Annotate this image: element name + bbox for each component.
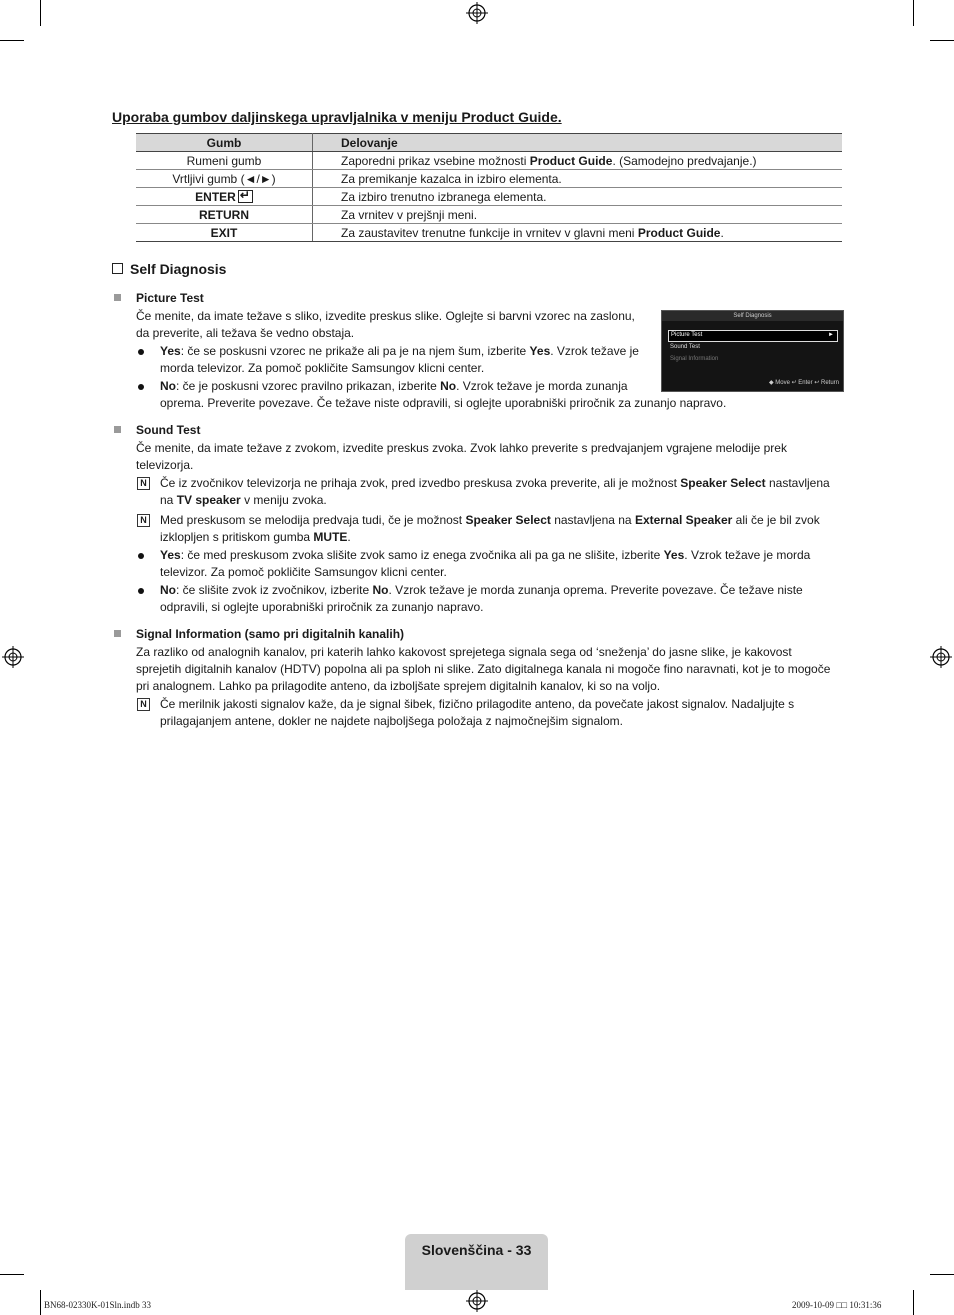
signal-info-note: Če merilnik jakosti signalov kaže, da je signal šibek, fizično prilagodite anteno, da povečate jakost signalov. Nadaljujte s prilagajanjem antene, dokler ne najdete najboljšega položaja z najmočnejšim signalom.	[160, 697, 795, 728]
arrow-right-icon: ►	[828, 332, 834, 338]
registration-mark-icon	[2, 646, 24, 668]
bullet-icon	[138, 588, 144, 594]
crop-mark	[40, 0, 41, 26]
crop-mark	[913, 1290, 914, 1315]
table-header-cell: Delovanje	[313, 134, 843, 152]
registration-mark-icon	[466, 2, 488, 24]
button-cell: EXIT	[136, 224, 313, 242]
table-row	[136, 152, 842, 170]
square-bullet-icon	[114, 294, 121, 301]
imprint-right: 2009-10-09 □□ 10:31:36	[792, 1300, 882, 1310]
function-cell: Za zaustavitev trenutne funkcije in vrnitev v glavni meni Product Guide.	[313, 224, 843, 242]
bullet-icon	[138, 553, 144, 559]
bullet-icon	[138, 349, 144, 355]
table-row	[136, 224, 842, 242]
enter-icon	[238, 190, 253, 203]
sound-test-title: Sound Test	[136, 423, 201, 437]
crop-mark	[930, 40, 954, 41]
table-row	[136, 206, 842, 224]
sound-test-intro: Če menite, da imate težave z zvokom, izvedite preskus zvoka. Zvok lahko preverite s predvajanjem vgrajene melodije prek televizorja.	[136, 441, 787, 472]
button-cell: RETURN	[136, 206, 313, 224]
function-cell: Za vrnitev v prejšnji meni.	[313, 206, 843, 224]
square-bullet-icon	[114, 426, 121, 433]
picture-test-no: No: če je poskusni vzorec pravilno prikazan, izberite No. Vzrok težave je morda zunanja oprema. Preverite povezave. Če težave niste odpravili, si oglejte uporabniški priročnik za zunanjo napravo.	[160, 379, 727, 410]
osd-title: Self Diagnosis	[733, 313, 772, 319]
sound-test-note-1: Če iz zvočnikov televizorja ne prihaja zvok, pred izvedbo preskusa zvoka preverite, ali je možnost Speaker Select nastavljena na TV speaker v meniju zvoka.	[160, 476, 830, 507]
checkbox-icon	[112, 263, 123, 274]
osd-footer: ◆ Move ↵ Enter ↩ Return	[768, 380, 839, 386]
self-diagnosis-heading: Self Diagnosis	[112, 260, 226, 278]
sound-test-note-2: Med preskusom se melodija predvaja tudi, če je možnost Speaker Select nastavljena na External Speaker ali če je bil zvok izklopljen s pritiskom gumba MUTE.	[160, 513, 820, 544]
section-title: Uporaba gumbov daljinskega upravljalnika v meniju Product Guide.	[112, 109, 562, 125]
button-cell: Vrtljivi gumb (◄/►)	[136, 170, 313, 188]
function-cell: Za premikanje kazalca in izbiro elementa.	[313, 170, 843, 188]
picture-test-intro: Če menite, da imate težave s sliko, izvedite preskus slike. Oglejte si barvni vzorec na zaslonu, da preverite, ali težava še vedno obstaja.	[136, 309, 635, 340]
crop-mark	[40, 1290, 41, 1315]
note-icon: N	[137, 477, 150, 490]
button-cell: ENTER↵	[136, 188, 313, 206]
picture-test-yes: Yes: če se poskusni vzorec ne prikaže ali pa je na njem šum, izberite Yes. Vzrok težave je morda televizor. Za pomoč pokličite Samsungov klicni center.	[160, 344, 639, 375]
crop-mark	[930, 1274, 954, 1275]
signal-info-title: Signal Information (samo pri digitalnih kanalih)	[136, 627, 405, 641]
note-icon: N	[137, 698, 150, 711]
picture-test-title: Picture Test	[136, 291, 204, 305]
page-number: Slovenščina - 33	[421, 1242, 532, 1258]
table-header-row	[136, 134, 842, 152]
registration-mark-icon	[466, 1290, 488, 1312]
self-diagnosis-osd-screenshot	[661, 310, 844, 392]
osd-item-sound-test: Sound Test	[670, 344, 700, 350]
page-number-tab	[405, 1234, 548, 1290]
imprint-left: BN68-02330K-01Sln.indb 33	[44, 1300, 152, 1310]
osd-item-picture-test: Picture Test ►	[668, 330, 838, 342]
table-row	[136, 170, 842, 188]
registration-mark-icon	[930, 646, 952, 668]
table-row	[136, 188, 842, 206]
function-cell: Za izbiro trenutno izbranega elementa.	[313, 188, 843, 206]
bullet-icon	[138, 384, 144, 390]
square-bullet-icon	[114, 630, 121, 637]
table-header-cell: Gumb	[136, 134, 313, 152]
osd-item-signal-information: Signal Information	[670, 356, 719, 362]
sound-test-yes: Yes: če med preskusom zvoka slišite zvok samo iz enega zvočnika ali pa ga ne slišite, izberite Yes. Vzrok težave je morda televizor. Za pomoč pokličite Samsungov klicni center.	[160, 548, 811, 579]
signal-info-paragraph: Za razliko od analognih kanalov, pri katerih lahko kakovost sprejetega signala sega od ‘sneženja’ do jasne slike, je kakovost sprejetih digitalnih kanalov (HDTV) popolna ali pa sploh ni slike. Zato digitalnega kanala ni mogoče fino naravnati, kot je to mogoče pri analognem. Lahko pa prilagodite anteno, da izboljšate sprejem digitalnih kanalov, ki so na voljo.	[136, 645, 831, 693]
crop-mark	[0, 40, 24, 41]
crop-mark	[913, 0, 914, 26]
button-cell: Rumeni gumb	[136, 152, 313, 170]
sound-test-no: No: če slišite zvok iz zvočnikov, izberite No. Vzrok težave je morda zunanja oprema. Preverite povezave. Če težave niste odpravili, si oglejte uporabniški priročnik za zunanjo napravo.	[160, 583, 803, 614]
note-icon: N	[137, 514, 150, 527]
remote-buttons-table	[136, 133, 842, 242]
function-cell: Zaporedni prikaz vsebine možnosti Product Guide. (Samodejno predvajanje.)	[313, 152, 843, 170]
crop-mark	[0, 1274, 24, 1275]
